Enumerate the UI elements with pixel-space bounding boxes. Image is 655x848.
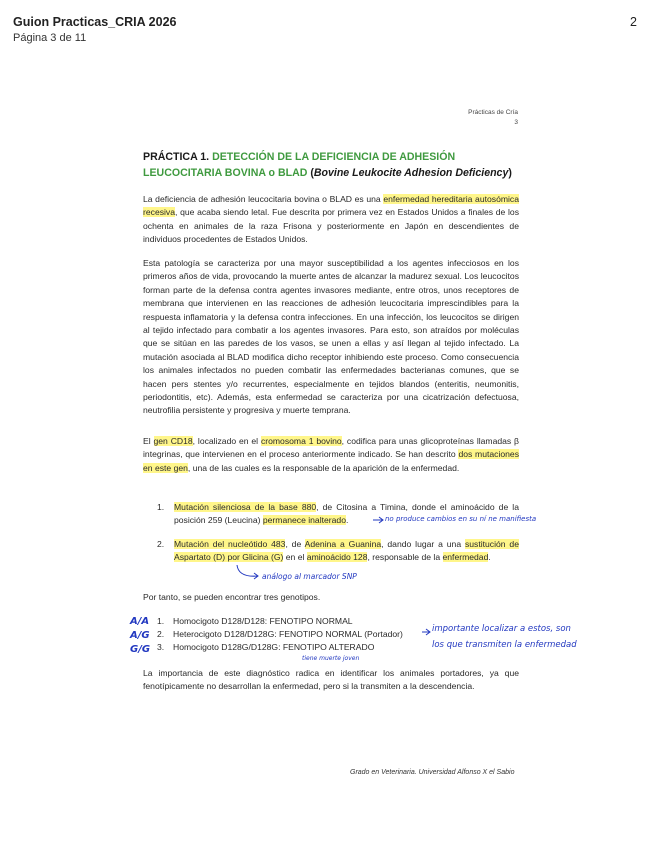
highlight: sustitución de Aspartato (D) por Glicina (G) bbox=[174, 539, 519, 563]
genotype-item: 2. Heterocigoto D128/D128G: FENOTIPO NORMAL (Portador) bbox=[157, 629, 403, 639]
handwritten-note-no-produce: no produce cambios en su ní ne manifiesta bbox=[385, 515, 537, 523]
heading-english: Bovine Leukocite Adhesion Deficiency bbox=[313, 166, 509, 179]
paragraph-genotypes-intro: Por tanto, se pueden encontrar tres genotipos. bbox=[143, 592, 321, 602]
highlight: aminoácido 128 bbox=[306, 552, 368, 563]
genotype-item: 3. Homocigoto D128G/D128G: FENOTIPO ALTERADO bbox=[157, 642, 375, 652]
running-head-page: 3 bbox=[514, 119, 518, 126]
list-number: 1. bbox=[157, 502, 165, 512]
arrow-analogo bbox=[237, 565, 258, 579]
highlight: dos mutaciones en este gen bbox=[143, 449, 519, 473]
paragraph-importance: La importancia de este diagnóstico radica en identificar los animales portadores, ya que fenotípicamente no desarrollan la enfermedad, pero si la transmiten a la descendencia. bbox=[143, 668, 519, 692]
page-number: 2 bbox=[630, 15, 637, 29]
mutation-item: 2. Mutación del nucleótido 483, de Adenina a Guanina, dando lugar a una sustitución de Aspartato (D) por Glicina (G) en el aminoácido 128, responsable de la enfermedad. bbox=[157, 539, 519, 563]
arrow-no-produce bbox=[373, 517, 383, 523]
heading-lead: PRÁCTICA 1. bbox=[143, 151, 213, 163]
highlight: Mutación del nucleótido 483 bbox=[174, 539, 286, 549]
handwritten-note-vida: tiene muerte joven bbox=[302, 655, 360, 662]
highlight: Adenina a Guanina bbox=[304, 539, 382, 549]
handwritten-note-analogo: análogo al marcador SNP bbox=[262, 572, 357, 581]
highlight: enfermedad hereditaria autosómica recesiva bbox=[143, 194, 519, 218]
mutation-item: 1. Mutación silenciosa de la base 880, de Citosina a Timina, donde el aminoácido de la posición 259 (Leucina) permanece inalterado. bbox=[157, 502, 519, 526]
page-indicator: Página 3 de 11 bbox=[13, 32, 87, 44]
handwritten-note-importante: importante localizar a estos, son bbox=[432, 624, 571, 634]
document-page bbox=[0, 46, 655, 848]
list-number: 2. bbox=[157, 539, 165, 549]
highlight: gen CD18 bbox=[153, 436, 193, 446]
handwritten-genotype-aa: A/A bbox=[130, 616, 150, 627]
heading-topic: DETECCIÓN DE LA DEFICIENCIA DE ADHESIÓN LEUCOCITARIA BOVINA o BLAD bbox=[143, 151, 456, 179]
arrow-importante bbox=[422, 629, 430, 635]
handwritten-genotype-gg: G/G bbox=[130, 644, 151, 655]
highlight: enfermedad bbox=[442, 552, 489, 563]
highlight: permanece inalterado bbox=[262, 515, 346, 526]
paragraph-pathology: Esta patología se caracteriza por una mayor susceptibilidad a los agentes infecciosos en los primeros años de vida, provocando la muerte antes de alcanzar la madurez sexual. Los leucocitos forman parte de la defensa contra agentes invasores mediante, entre otros, unos receptores de membrana que intervienen en las reacciones de adhesión leucocitaria imprescindibles para la respuesta inflamatoria y la defensa contra infecciones. En una infección, los leucocitos se dirigen al tejido infectado para combatir a los agentes invasores. Para esto, son atraídos por moléculas que se sitúan en las paredes de los vasos, se unen a ellas y así llegan al tejido infectado. La mutación asociada al BLAD modifica dicho receptor inhibiendo este proceso. Como consecuencia los animales infectados no pueden combatir las enfermedades bacterianas comunes, que se hacen pers stentes y/o recurrentes, especialmente en tejidos blandos (enteritis, neumonitis, periodontitis, etc). Además, esta enfermedad se caracteriza por una cicatrización defectuosa, neutrofilia persistente y progresiva y muerte temprana. bbox=[143, 258, 519, 416]
viewer-header bbox=[0, 0, 655, 46]
running-head: Prácticas de Cría bbox=[468, 109, 518, 116]
genotype-item: 1. Homocigoto D128/D128: FENOTIPO NORMAL bbox=[157, 616, 353, 626]
paragraph-gene: El gen CD18, localizado en el cromosoma 1 bovino, codifica para unas glicoproteínas llamadas β integrinas, que intervienen en el proceso anteriormente indicado. Se han descrito dos mutaciones en este gen, una de las cuales es la responsable de la aparición de la enfermedad. bbox=[143, 436, 520, 473]
highlight: cromosoma 1 bovino bbox=[260, 436, 342, 446]
handwritten-note-importante-2: los que transmiten la enfermedad bbox=[432, 640, 577, 650]
document-title: Guion Practicas_CRIA 2026 bbox=[13, 15, 177, 29]
page-footer: Grado en Veterinaria. Universidad Alfonso X el Sabio bbox=[350, 769, 515, 776]
handwritten-genotype-ag: A/G bbox=[130, 630, 150, 641]
heading-paren-open: ( bbox=[307, 166, 314, 179]
highlight: Mutación silenciosa de la base 880 bbox=[174, 502, 317, 512]
paragraph-intro: La deficiencia de adhesión leucocitaria bovina o BLAD es una enfermedad hereditaria autosómica recesiva, que acaba siendo letal. Fue descrita por primera vez en Estados Unidos a finales de los ochenta en animales de la raza Frisona y posteriormente en Japón en descendientes de individuos procedentes de Estados Unidos. bbox=[143, 194, 519, 245]
handwritten-arrows bbox=[0, 46, 655, 848]
heading-paren-close: ) bbox=[508, 166, 512, 179]
